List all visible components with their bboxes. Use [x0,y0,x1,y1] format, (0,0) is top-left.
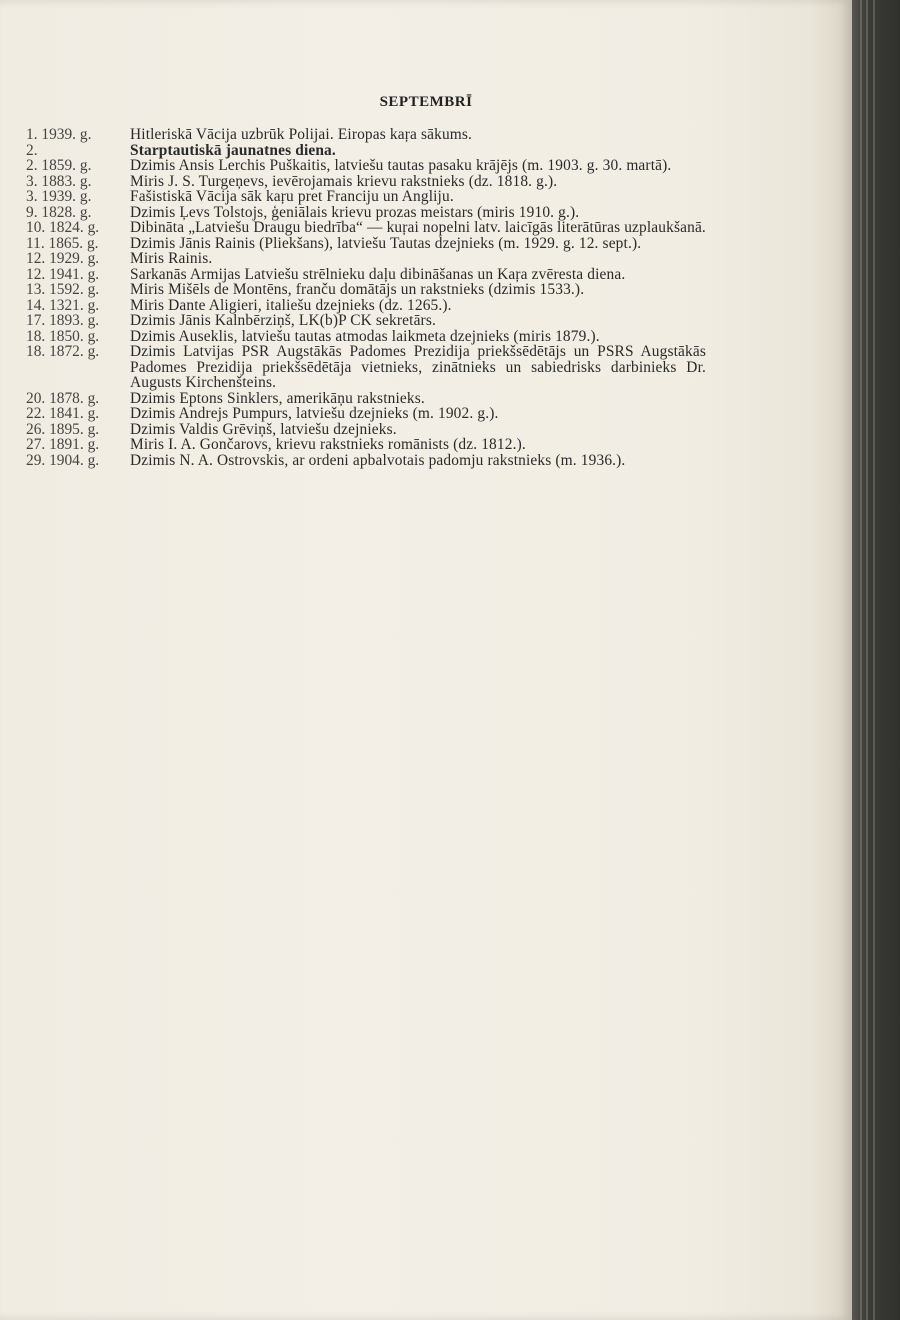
entry-date: 10. 1824. g. [26,219,100,236]
entry-text: Miris I. A. Gončarovs, krievu rakstnieks romānists (dz. 1812.). [130,436,526,453]
entry-text: Dzimis Valdis Grēviņš, latviešu dzejnieks. [130,420,397,438]
entry-text: Dzimis Ļevs Tolstojs, ģeniālais krievu prozas meistars (miris 1910. g.). [130,203,580,221]
entry-date: 9. 1828. g. [26,203,92,221]
entry-text: Dzimis Andrejs Pumpurs, latviešu dzejnieks (m. 1902. g.). [130,405,499,422]
entry-text: Hitleriskā Vācija uzbrūk Polijai. Eiropas kaŗa sākums. [130,126,473,143]
calendar-entry [26,329,706,345]
entry-date: 2. 1859. g. [26,157,92,174]
entry-date: 12. 1929. g. [26,250,100,267]
entry-date: 13. 1592. g. [26,281,100,298]
entry-text: Fašistiskā Vācija sāk kaŗu pret Franciju un Angliju. [130,188,454,205]
page-edge-line [866,0,868,1320]
calendar-entry [26,391,706,407]
calendar-entry [26,220,706,236]
entry-text: Dzimis Latvijas PSR Augstākās Padomes Prezidija priekšsēdētājs un PSRS Augstākās Padomes Prezidija priekšsēdētāja vietnieks, zinātnieks un sabiedrisks darbinieks Dr. Augusts Kirchenšteins. [130,343,706,391]
entry-date: 3. 1883. g. [26,172,92,190]
entry-text: Dibināta „Latviešu Draugu biedrība“ — kuŗai nopelni latv. laicīgās literātūras uzplaukšanā. [130,219,706,236]
entry-date: 26. 1895. g. [26,420,100,438]
entry-text: Miris Rainis. [130,250,213,267]
entry-date: 2. [26,141,38,159]
calendar-entry [26,267,706,283]
entry-date: 11. 1865. g. [26,234,99,252]
calendar-entry [26,453,706,469]
calendar-entry [26,189,706,205]
entry-date: 20. 1878. g. [26,389,100,407]
entry-text: Dzimis Ansis Lerchis Puškaitis, latviešu tautas pasaku krājējs (m. 1903. g. 30. martā). [130,157,672,174]
page-edge-line [873,0,875,1320]
entry-text: Dzimis Jānis Kalnbērziņš, LK(b)P CK sekretārs. [130,312,436,329]
entry-text: Miris Dante Aligieri, italiešu dzejnieks (dz. 1265.). [130,296,452,314]
calendar-entry [26,313,706,329]
entry-text: Dzimis Jānis Rainis (Pliekšans), latviešu Tautas dzejnieks (m. 1929. g. 12. sept.). [130,234,642,252]
calendar-entry [26,298,706,314]
calendar-entry [26,158,706,174]
entry-date: 18. 1850. g. [26,327,100,345]
entry-date: 1. 1939. g. [26,126,92,143]
calendar-entries [26,127,706,468]
entry-date: 14. 1321. g. [26,296,100,314]
entry-text: Dzimis Auseklis, latviešu tautas atmodas laikmeta dzejnieks (miris 1879.). [130,327,600,345]
entry-date: 29. 1904. g. [26,451,100,469]
calendar-entry [26,251,706,267]
page-title: SEPTEMBRĪ [379,94,473,110]
calendar-entry [26,174,706,190]
calendar-entry [26,127,706,143]
entry-text: Miris Mišēls de Montēns, franču domātājs un rakstnieks (dzimis 1533.). [130,281,585,298]
entry-text: Starptautiskā jaunatnes diena. [130,141,336,159]
entry-text: Sarkanās Armijas Latviešu strēlnieku daļu dibināšanas un Kaŗa zvēresta diena. [130,265,626,283]
calendar-entry [26,236,706,252]
calendar-entry [26,437,706,453]
entry-date: 22. 1841. g. [26,405,100,422]
calendar-entry [26,282,706,298]
entry-date: 17. 1893. g. [26,312,100,329]
page-edge-line [860,0,862,1320]
book-page-edge [852,0,900,1320]
entry-text: Dzimis N. A. Ostrovskis, ar ordeni apbalvotais padomju rakstnieks (m. 1936.). [130,451,626,469]
calendar-entry [26,205,706,221]
entry-date: 27. 1891. g. [26,436,100,453]
entry-text: Dzimis Eptons Sinklers, amerikāņu rakstnieks. [130,389,425,407]
calendar-entry [26,406,706,422]
entry-date: 18. 1872. g. [26,343,100,360]
entry-text: Miris J. S. Turgeņevs, ievērojamais krievu rakstnieks (dz. 1818. g.). [130,172,558,190]
entry-date: 3. 1939. g. [26,188,92,205]
entry-date: 12. 1941. g. [26,265,100,283]
calendar-entry [26,344,706,391]
calendar-entry [26,422,706,438]
calendar-entry [26,143,706,159]
